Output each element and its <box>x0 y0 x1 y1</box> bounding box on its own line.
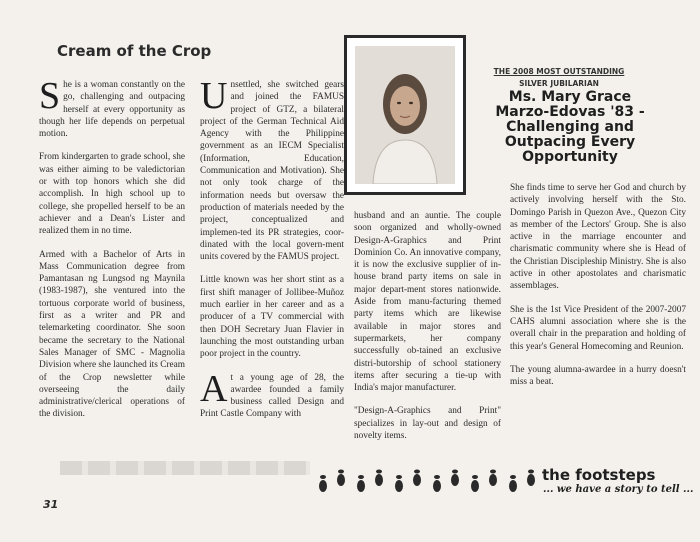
paragraph: From kindergarten to grade school, she was either aiming to be valedictorian or with top honors which she did accomplish. In high school up to college, she propelled herself to be an achiever and a Dean's Lister and realized them in no time. <box>39 152 185 237</box>
paragraph: Armed with a Bachelor of Arts in Mass Communication degree from Pamantasan ng Lungsod ng Maynila (1983-1987), she ventured into the tortuous corporate world of business, first as a writer and PR and telemarketing coordinator. She soon became the secretary to the National Sales Manager of SMC - Magnolia Division where she launched its Cream of the Crop newsletter while overseeing the daily administrative/clerical operations of the division. <box>39 249 185 420</box>
award-label: THE 2008 MOST OUTSTANDING <box>493 67 625 76</box>
paragraph: husband and an auntie. The couple soon organized and wholly-owned Design-A-Graphics and Print Dominion Co. An innovative company, it is now the exclusive supplier of in-house brand party items on sale in major depart-ment stores nationwide. Aside from manu-facturing themed party items which are likewise available in major stores and supermarkets, her company successfully ob-tained an exclusive distri-butorship of school stationery items after securing a tie-up with India's major manufacturer. <box>354 211 501 394</box>
column-3 <box>354 210 501 453</box>
portrait-illustration-icon <box>355 46 455 184</box>
portrait-photo <box>355 46 455 184</box>
footprints-icon <box>313 468 538 496</box>
award-sublabel: SILVER JUBILARIAN <box>519 79 599 88</box>
paragraph: "Design-A-Graphics and Print" specializes in lay-out and design of novelty items. <box>354 406 501 442</box>
newsletter-tagline: ... we have a story to tell ... <box>543 484 694 495</box>
newsletter-brand: the footsteps <box>542 466 656 484</box>
paragraph: The young alumna-awardee in a hurry doesn't miss a beat. <box>510 364 686 388</box>
paragraph: She finds time to serve her God and church by actively involving herself with the Sto. Domingo Parish in Quezon Ave., Quezon City as member of the Lectors' Group. She is also active in the marriage encounter and charismatic community where she is Head of the Christian Discipleship Ministry. She is also active in other apostolates and charismatic assemblages. <box>510 183 686 292</box>
article-headline: Ms. Mary Grace Marzo-Edovas '83 - Challenging and Outpacing Every Opportunity <box>495 89 645 165</box>
bleed-through-text <box>60 461 310 475</box>
paragraph: Unsettled, she switched gears and joined the FAMUS project of GTZ, a bilateral project of the German Technical Aid Agency with the Philippine government as an IECM Specialist (Information, Education, Communication and Motivation). She not only took charge of the information needs but oversaw the production of materials needed by the project, conceptualized and implemen-ted its PR strategies, coor-dinated with the local govern-ment units covered by the FAMUS project. <box>200 75 344 263</box>
paragraph: She is a woman constantly on the go, challenging and outpacing herself at every opportunity as though her life depends on perpetual motion. <box>39 75 185 140</box>
paragraph: At a young age of 28, the awardee founded a family business called Design and Print Castle Company with <box>200 367 344 420</box>
paragraph: She is the 1st Vice President of the 2007-2007 CAHS alumni association where she is the overall chair in the preparation and holding of this year's General Homecoming and Reunion. <box>510 304 686 352</box>
column-2 <box>200 75 344 432</box>
drop-cap: U <box>200 75 228 117</box>
paragraph: Little known was her short stint as a first shift manager of Jollibee-Muñoz much earlier in her career and as a producer of a TV commercial with then DOH Secretary Juan Flavier in launching the most outstanding urban poor project in the country. <box>200 275 344 360</box>
drop-cap: S <box>39 75 61 117</box>
column-1 <box>39 75 185 432</box>
section-title: Cream of the Crop <box>57 42 212 60</box>
drop-cap: A <box>200 367 228 410</box>
portrait-photo-frame <box>344 35 466 195</box>
page-number: 31 <box>43 498 59 511</box>
column-4 <box>510 182 686 399</box>
